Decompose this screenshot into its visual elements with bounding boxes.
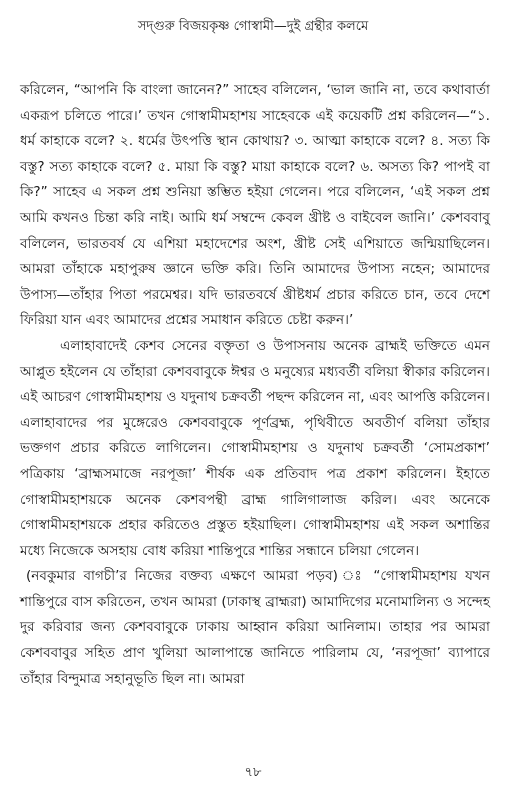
paragraph-2: এলাহাবাদেই কেশব সেনের বক্তৃতা ও উপাসনায় অনেক ব্রাহ্মই ভক্তিতে এমন আপ্লুত হইলেন যে তাঁহারা কেশববাবুকে ঈশ্বর ও মনুষ্যের মধ্যবর্তী বলিয়া স্বীকার করিলেন। এই আচরণ গোস্বামীমহাশয় ও যদুনাথ চক্রবর্তী পছন্দ করিলেন না, এবং আপত্তি করিলেন। এলাহাবাদের পর মুঙ্গেরেও কেশববাবুকে পূর্ণব্রহ্ম, পৃথিবীতে অবতীর্ণ বলিয়া তাঁহার ভক্তগণ প্রচার করিতে লাগিলেন। গোস্বামীমহাশয় ও যদুনাথ চক্রবর্তী ‘সোমপ্রকাশ’ পত্রিকায় ‘ব্রাহ্মসমাজে নরপূজা’ শীর্ষক এক প্রতিবাদ পত্র প্রকাশ করিলেন। ইহাতে গোস্বামীমহাশয়কে অনেক কেশবপন্থী ব্রাহ্ম গালিগালাজ করিল। এবং অনেকে গোস্বামীমহাশয়কে প্রহার করিতেও প্রস্তুত হইয়াছিল। গোস্বামীমহাশয় এই সকল অশান্তির মধ্যে নিজেকে অসহায় বোধ করিয়া শান্তিপুরে শান্তির সন্ধানে চলিয়া গেলেন। (20, 337, 490, 559)
running-header: সদ্গুরু বিজয়কৃষ্ণ গোস্বামী—দুই গ্রন্থীর কলমে (137, 19, 369, 34)
paragraph-1: করিলেন, “আপনি কি বাংলা জানেন?” সাহেব বলিলেন, ‘ভাল জানি না, তবে কথাবার্তা একরূপ চলিতে পারে।’ তখন গোস্বামীমহাশয় সাহেবকে এই কয়েকটি প্রশ্ন করিলেন—“১. ধর্ম কাহাকে বলে? ২. ধর্মের উৎপত্তি স্থান কোথায়? ৩. আত্মা কাহাকে বলে? ৪. সত্য কি বস্তু? সত্য কাহাকে বলে? ৫. মায়া কি বস্তু? মায়া কাহাকে বলে? ৬. অসত্য কি? পাপই বা কি?” সাহেব এ সকল প্রশ্ন শুনিয়া স্তম্ভিত হইয়া গেলেন। পরে বলিলেন, ‘এই সকল প্রশ্ন আমি কখনও চিন্তা করি নাই। আমি ধর্ম সম্বন্দে কেবল খ্রীষ্ট ও বাইবেল জানি।’ কেশববাবু বলিলেন, ভারতবর্ষ যে এশিয়া মহাদেশের অংশ, খ্রীষ্ট সেই এশিয়াতে জন্মিয়াছিলেন। আমরা তাঁহাকে মহাপুরুষ জ্ঞানে ভক্তি করি। তিনি আমাদের উপাস্য নহেন; আমাদের উপাস্য—তাঁহার পিতা পরমেশ্বর। যদি ভারতবর্ষে খ্রীষ্টধর্ম প্রচার করিতে চান, তবে দেশে ফিরিয়া যান এবং আমাদের প্রশ্নের সমাধান করিতে চেষ্টা করুন।’ (20, 82, 490, 329)
paragraph-3: (নবকুমার বাগচী’র নিজের বক্তব্য এক্ষণে আমরা পড়ব) ঃ “গোস্বামীমহাশয় যখন শান্তিপুরে বাস করিতেন, তখন আমরা (ঢাকাস্থ ব্রাহ্মরা) আমাদিগের মনোমালিন্য ও সন্দেহ দুর করিবার জন্য কেশববাবুকে ঢাকায় আহ্বান করিয়া আনিলাম। তাহার পর আমরা কেশববাবুর সহিত প্রাণ খুলিয়া আলাপান্তে জানিতে পারিলাম যে, ‘নরপূজা’ ব্যাপারে তাঁহার বিন্দুমাত্র সহানুভূতি ছিল না। আমরা (20, 568, 490, 687)
page-body (20, 78, 490, 692)
page-number: ৭৮ (244, 765, 262, 780)
